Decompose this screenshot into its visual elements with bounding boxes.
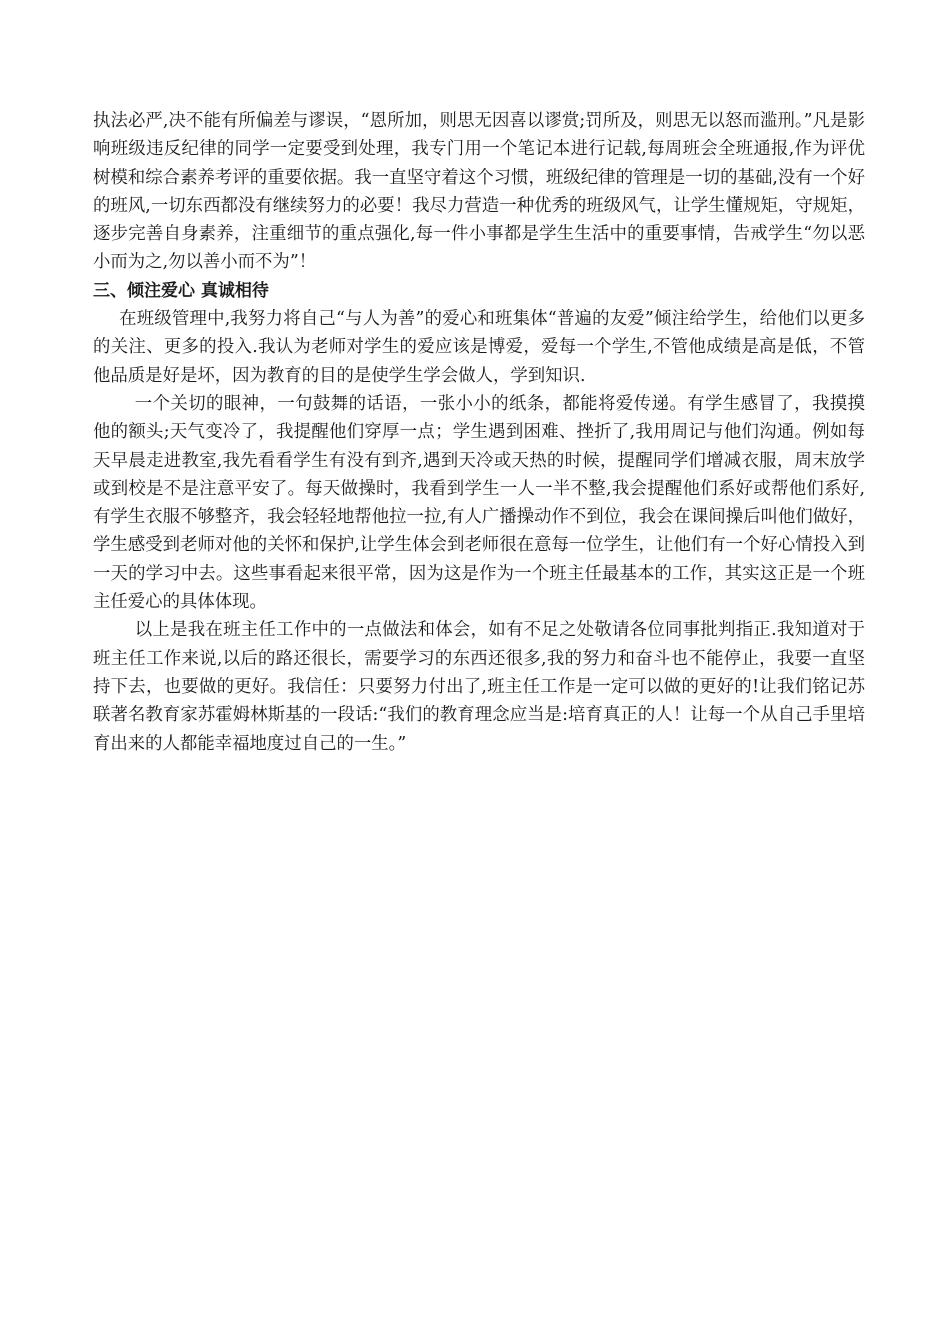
document-page [93,107,865,758]
paragraph-discipline: 执法必严,决不能有所偏差与谬误，“恩所加，则思无因喜以谬赏;罚所及，则思无以怒而滥刑。”凡是影响班级违反纪律的同学一定要受到处理，我专门用一个笔记本进行记载,每周班会全班通报,作为评优树模和综合素养考评的重要依据。我一直坚守着这个习惯，班级纪律的管理是一切的基础,没有一个好的班风,一切东西都没有继续努力的必要！我尽力营造一种优秀的班级风气，让学生懂规矩，守规矩，逐步完善自身素养，注重细节的重点强化,每一件小事都是学生生活中的重要事情，告戒学生“勿以恶小而为之,勿以善小而不为”！ [93,111,865,273]
paragraph-love: 在班级管理中,我努力将自己“与人为善”的爱心和班集体“普遍的友爱”倾注给学生，给他们以更多的关注、更多的投入.我认为老师对学生的爱应该是博爱，爱每一个学生,不管他成绩是高是低，不管他品质是好是坏，因为教育的目的是使学生学会做人，学到知识. [93,309,865,386]
paragraph-closing: 以上是我在班主任工作中的一点做法和体会，如有不足之处敬请各位同事批判指正.我知道对于班主任工作来说,以后的路还很长，需要学习的东西还很多,我的努力和奋斗也不能停止，我要一直坚持下去，也要做的更好。我信任：只要努力付出了,班主任工作是一定可以做的更好的!让我们铭记苏联著名教育家苏霍姆林斯基的一段话:“我们的教育理念应当是:培育真正的人！让每一个从自己手里培育出来的人都能幸福地度过自己的一生。” [93,620,865,754]
paragraph-care: 一个关切的眼神，一句鼓舞的话语，一张小小的纸条，都能将爱传递。有学生感冒了，我摸摸他的额头;天气变冷了，我提醒他们穿厚一点；学生遇到困难、挫折了,我用周记与他们沟通。例如每天早晨走进教室,我先看看学生有没有到齐,遇到天冷或天热的时候，提醒同学们增减衣服，周末放学或到校是不是注意平安了。每天做操时，我看到学生一人一半不整,我会提醒他们系好或帮他们系好,有学生衣服不够整齐，我会轻轻地帮他拉一拉,有人广播操动作不到位，我会在课间操后叫他们做好，学生感受到老师对他的关怀和保护,让学生体会到老师很在意每一位学生，让他们有一个好心情投入到一天的学习中去。这些事看起来很平常，因为这是作为一个班主任最基本的工作，其实这正是一个班主任爱心的具体体现。 [93,393,865,613]
section-heading: 三、倾注爱心 真诚相待 [93,280,269,301]
